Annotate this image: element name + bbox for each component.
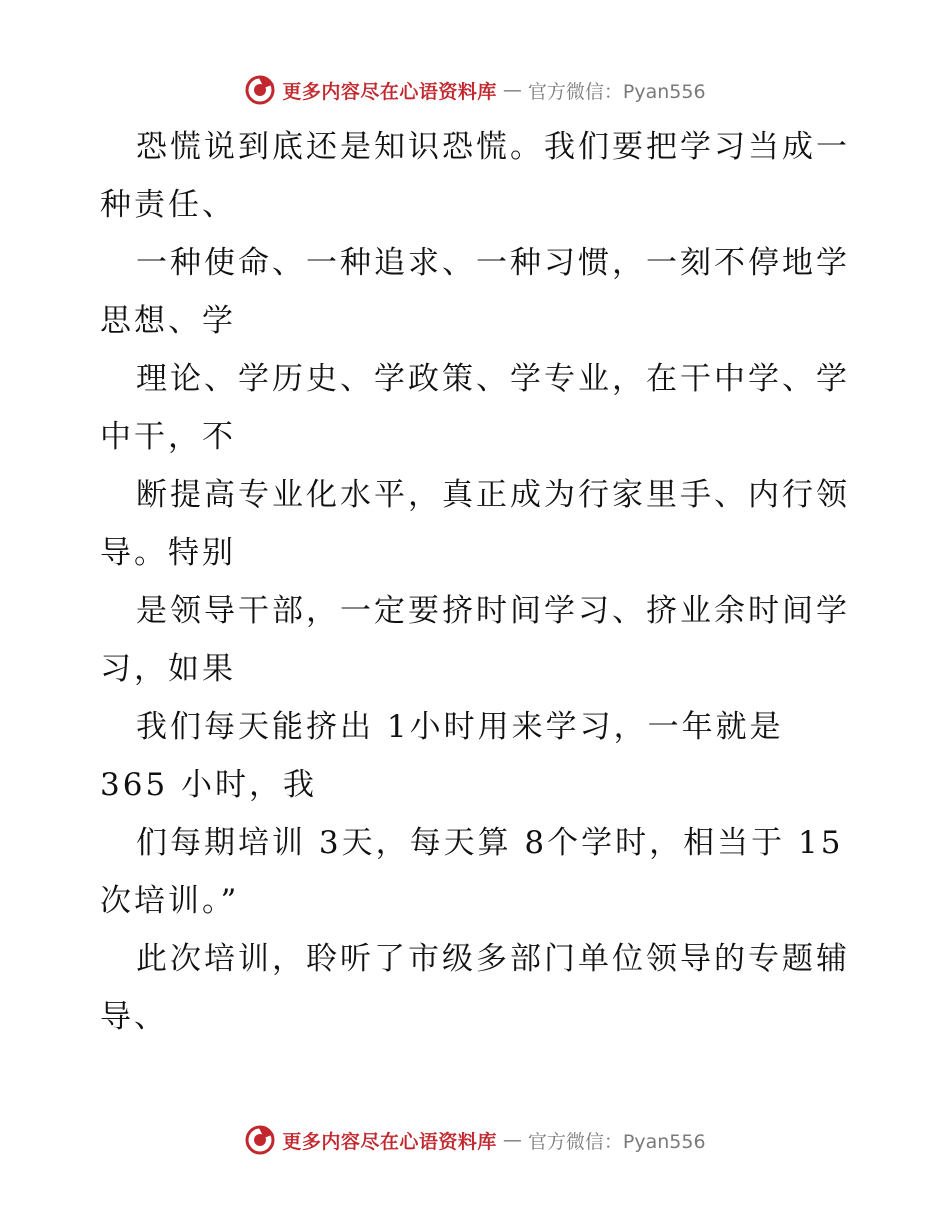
- brand-logo-icon: [244, 1124, 276, 1156]
- text-line: 习，如果: [100, 651, 236, 687]
- footer-watermark: [0, 1122, 950, 1158]
- text-line: 我们每天能挤出 1小时用来学习，一年就是: [136, 709, 784, 745]
- text-line: 中干，不: [100, 419, 236, 455]
- watermark-brand: 更多内容尽在心语资料库: [282, 1130, 497, 1153]
- text-line: 导。特别: [100, 535, 236, 571]
- document-body: [100, 118, 850, 1046]
- text-line: 次培训。”: [100, 883, 240, 919]
- watermark-dash: —: [502, 1129, 522, 1151]
- watermark-contact: 官方微信：Pyan556: [527, 80, 706, 103]
- text-line: 365 小时，我: [100, 767, 318, 803]
- text-line: 导、: [100, 999, 168, 1035]
- text-line: 种责任、: [100, 187, 236, 223]
- watermark-contact: 官方微信：Pyan556: [527, 1130, 706, 1153]
- watermark-dash: —: [502, 79, 522, 101]
- text-line: 是领导干部，一定要挤时间学习、挤业余时间学: [136, 593, 850, 629]
- text-line: 一种使命、一种追求、一种习惯，一刻不停地学: [136, 245, 850, 281]
- text-line: 恐慌说到底还是知识恐慌。我们要把学习当成一: [136, 129, 850, 165]
- text-line: 断提高专业化水平，真正成为行家里手、内行领: [136, 477, 850, 513]
- watermark-brand: 更多内容尽在心语资料库: [282, 80, 497, 103]
- brand-logo-icon: [244, 74, 276, 106]
- text-line: 思想、学: [100, 303, 236, 339]
- text-line: 理论、学历史、学政策、学专业，在干中学、学: [136, 361, 850, 397]
- text-line: 们每期培训 3天，每天算 8个学时，相当于 15: [136, 825, 844, 861]
- header-watermark: [0, 72, 950, 108]
- text-line: 此次培训，聆听了市级多部门单位领导的专题辅: [136, 941, 850, 977]
